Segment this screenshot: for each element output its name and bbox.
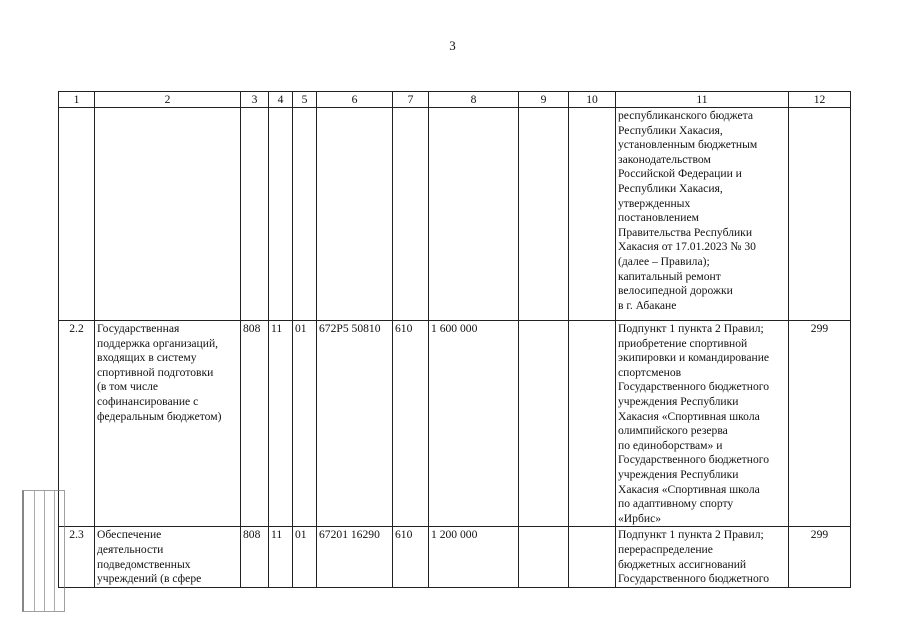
subsection-code-cell xyxy=(293,108,317,321)
column-9-cell xyxy=(519,527,569,587)
column-header: 10 xyxy=(569,92,616,108)
column-9-cell xyxy=(519,108,569,321)
budget-table xyxy=(58,91,851,588)
expense-type-cell: 610 xyxy=(393,321,429,527)
ministry-code-cell: 808 xyxy=(241,527,269,587)
event-name-cell: Государственная поддержка организаций, входящих в систему спортивной подготовки (в том числе софинансирование с федеральным бюджетом) xyxy=(95,321,241,527)
section-code-cell xyxy=(269,108,293,321)
stamp-line xyxy=(44,491,45,611)
basis-cell: Подпункт 1 пункта 2 Правил; перераспределение бюджетных ассигнований Государственного бюджетного xyxy=(616,527,789,587)
code-cell: 299 xyxy=(789,527,851,587)
column-header: 1 xyxy=(59,92,95,108)
column-10-cell xyxy=(569,527,616,587)
ministry-code-cell xyxy=(241,108,269,321)
subsection-code-cell: 01 xyxy=(293,527,317,587)
column-10-cell xyxy=(569,108,616,321)
table-row xyxy=(59,527,851,587)
column-9-cell xyxy=(519,321,569,527)
event-name-cell: Обеспечение деятельности подведомственных учреждений (в сфере xyxy=(95,527,241,587)
column-header: 8 xyxy=(429,92,519,108)
amount-cell: 1 600 000 xyxy=(429,321,519,527)
column-header: 7 xyxy=(393,92,429,108)
row-number-cell: 2.2 xyxy=(59,321,95,527)
row-number-cell xyxy=(59,108,95,321)
column-header: 12 xyxy=(789,92,851,108)
target-article-cell: 67201 16290 xyxy=(317,527,393,587)
stamp-line xyxy=(54,491,55,611)
section-code-cell: 11 xyxy=(269,527,293,587)
amount-cell: 1 200 000 xyxy=(429,527,519,587)
column-header: 3 xyxy=(241,92,269,108)
code-cell: 299 xyxy=(789,321,851,527)
table-header-row xyxy=(59,92,851,108)
column-header: 9 xyxy=(519,92,569,108)
stamp-line xyxy=(34,491,35,611)
row-number-cell: 2.3 xyxy=(59,527,95,587)
basis-cell: республиканского бюджета Республики Хакасия, установленным бюджетным законодательством Российской Федерации и Республики Хакасия, утвержденных постановлением Правительства Республики Хакасия от 17.01.2023 № 30 (далее – Правила); капитальный ремонт велосипедной дорожки в г. Абакане xyxy=(616,108,789,321)
section-code-cell: 11 xyxy=(269,321,293,527)
ministry-code-cell: 808 xyxy=(241,321,269,527)
basis-cell: Подпункт 1 пункта 2 Правил; приобретение спортивной экипировки и командирование спортсменов Государственного бюджетного учреждения Республики Хакасия «Спортивная школа олимпийского резерва по единоборствам» и Государственного бюджетного учреждения Республики Хакасия «Спортивная школа по адаптивному спорту «Ирбис» xyxy=(616,321,789,527)
code-cell xyxy=(789,108,851,321)
registration-stamp xyxy=(22,490,65,612)
column-header: 2 xyxy=(95,92,241,108)
expense-type-cell xyxy=(393,108,429,321)
target-article-cell: 672Р5 50810 xyxy=(317,321,393,527)
table-row xyxy=(59,321,851,527)
expense-type-cell: 610 xyxy=(393,527,429,587)
page-number: 3 xyxy=(449,38,456,53)
subsection-code-cell: 01 xyxy=(293,321,317,527)
column-header: 5 xyxy=(293,92,317,108)
event-name-cell xyxy=(95,108,241,321)
table-row xyxy=(59,108,851,321)
column-header: 4 xyxy=(269,92,293,108)
column-header: 11 xyxy=(616,92,789,108)
column-header: 6 xyxy=(317,92,393,108)
column-10-cell xyxy=(569,321,616,527)
amount-cell xyxy=(429,108,519,321)
target-article-cell xyxy=(317,108,393,321)
